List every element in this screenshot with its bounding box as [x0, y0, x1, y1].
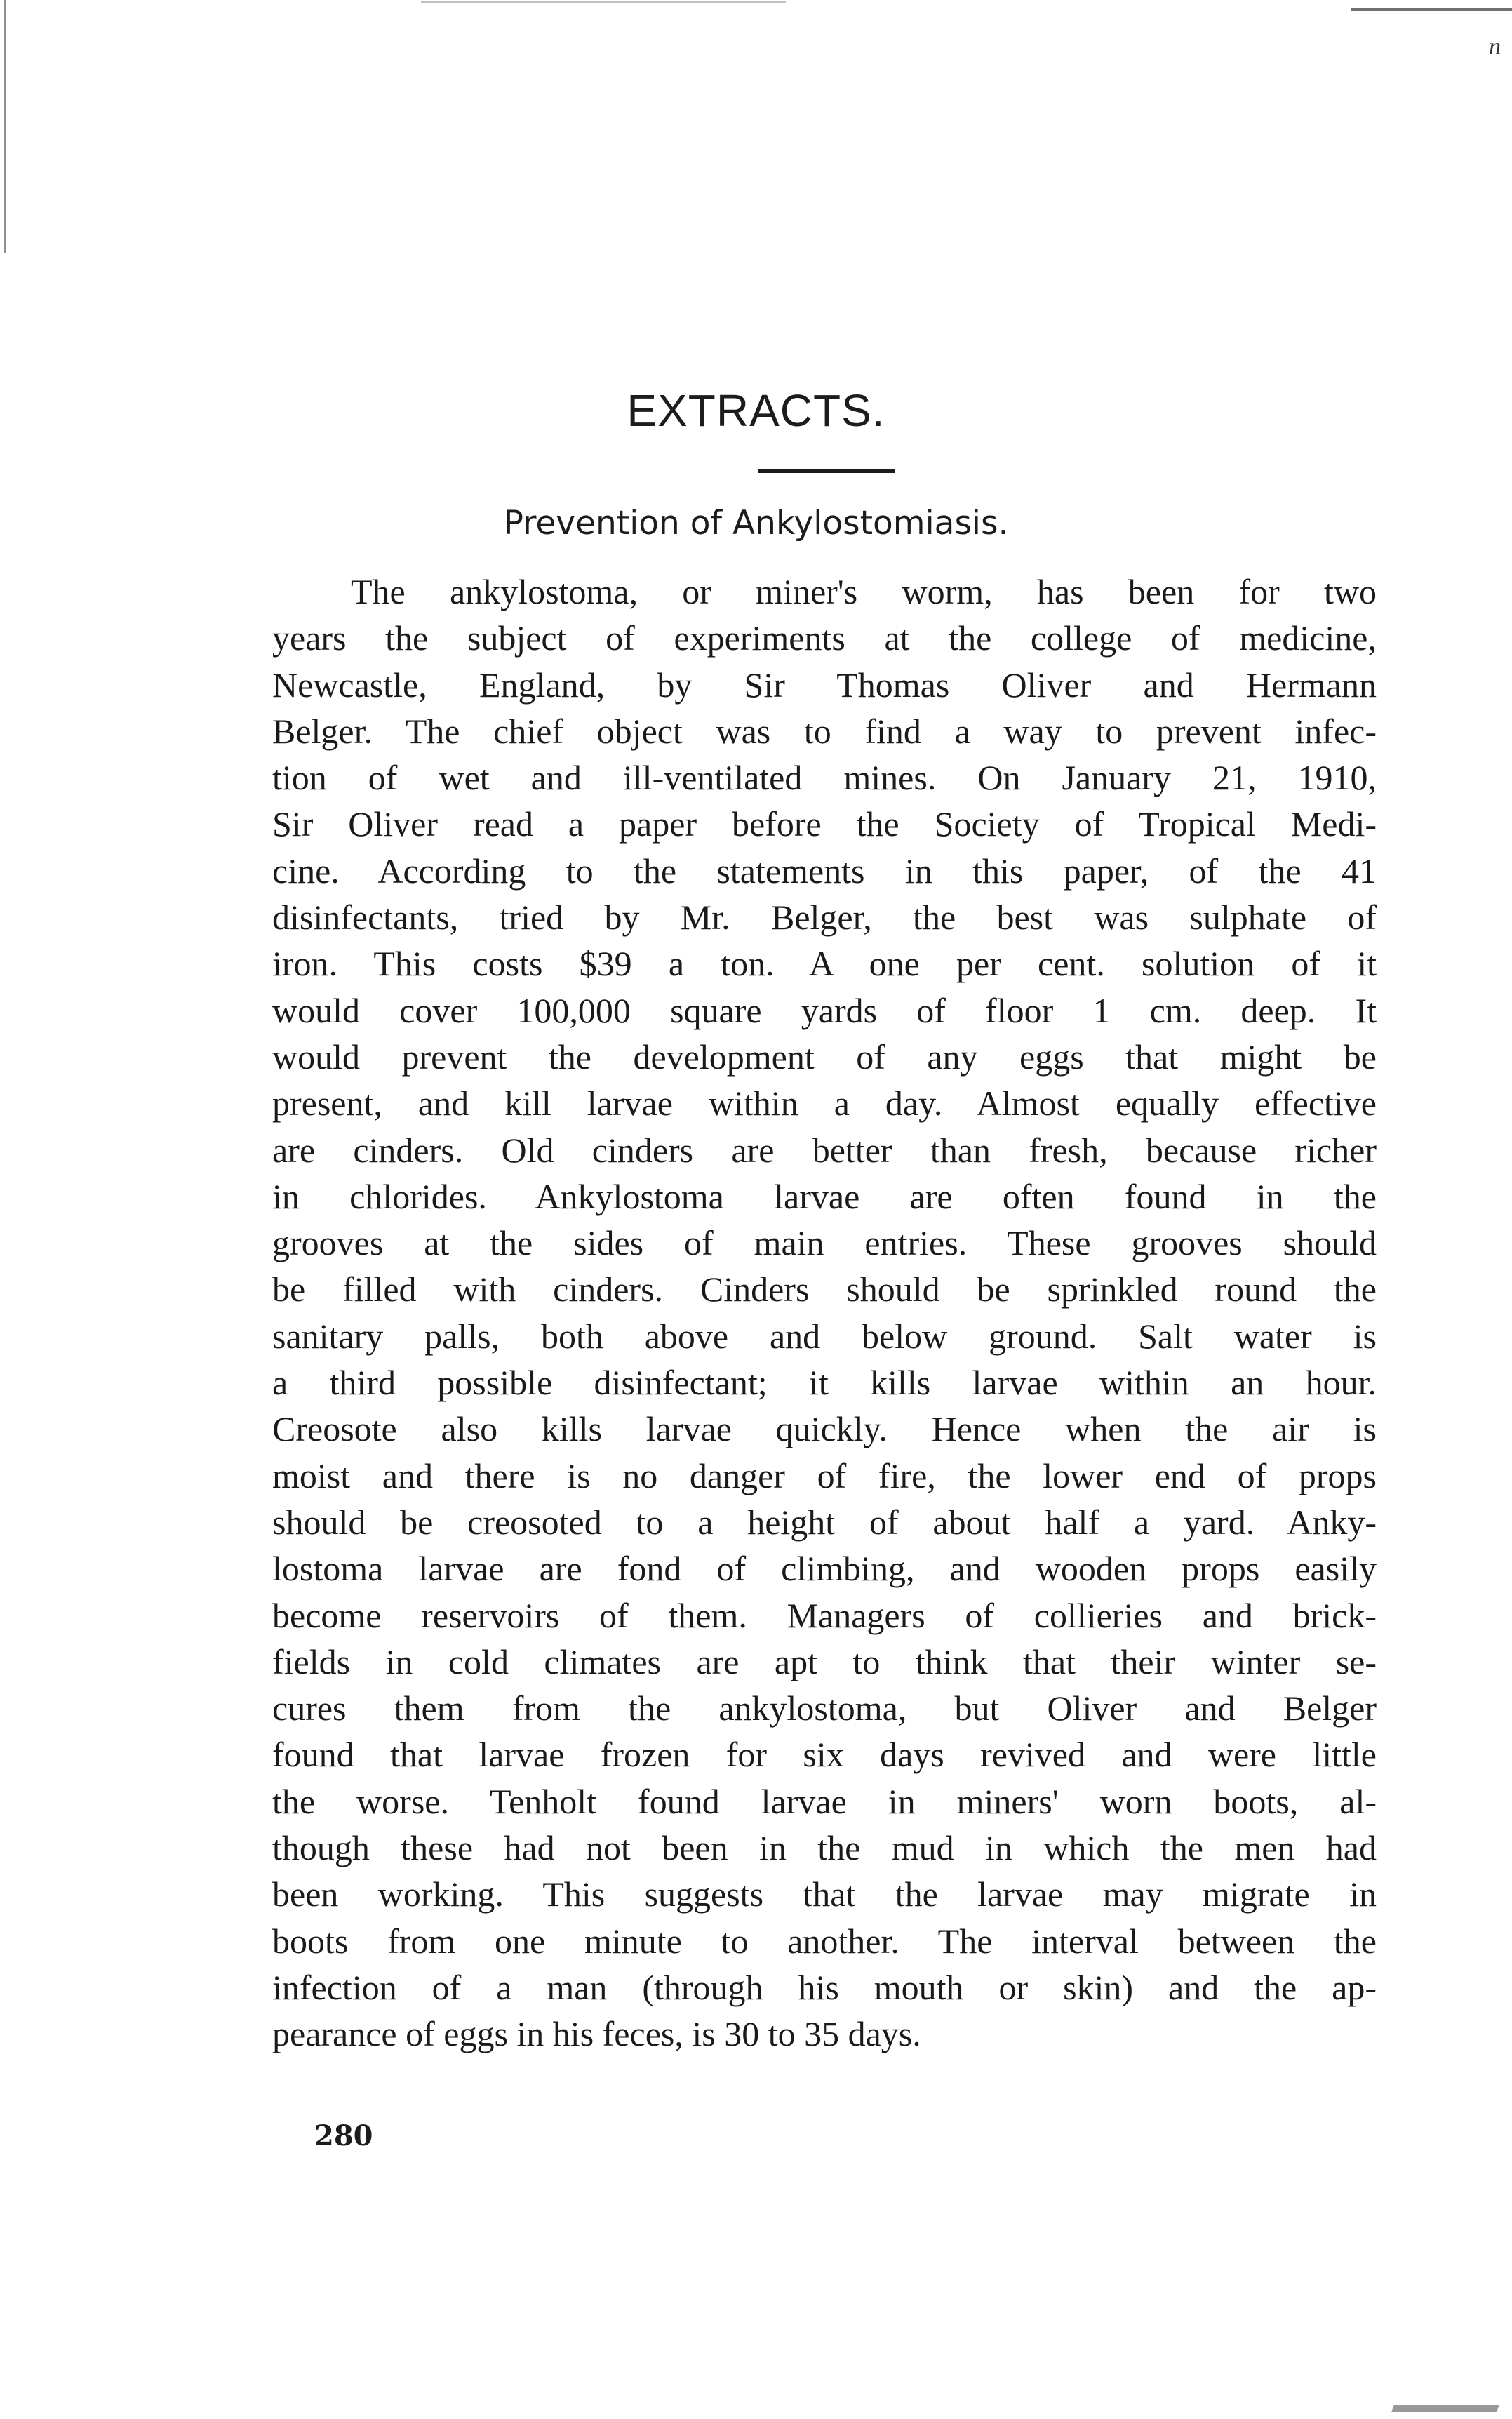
corner-mark: n — [1489, 34, 1501, 60]
text-line: infection of a man (through his mouth or skin) and the ap- — [272, 1967, 1377, 2007]
text-line: present, and kill larvae within a day. Almost equally effective — [272, 1084, 1377, 1124]
text-line: Sir Oliver read a paper before the Society of Tropical Medi- — [272, 804, 1377, 844]
text-line: been working. This suggests that the larvae may migrate in — [272, 1874, 1377, 1914]
text-line: pearance of eggs in his feces, is 30 to 35 days. — [272, 2014, 921, 2054]
text-line: iron. This costs $39 a ton. A one per cent. solution of it — [272, 944, 1377, 984]
article-body — [272, 568, 1377, 2058]
text-line: Newcastle, England, by Sir Thomas Oliver and Hermann — [272, 665, 1377, 705]
text-line: years the subject of experiments at the college of medicine, — [272, 618, 1377, 658]
text-line: would cover 100,000 square yards of floor 1 cm. deep. It — [272, 990, 1377, 1030]
text-line: are cinders. Old cinders are better than fresh, because richer — [272, 1130, 1377, 1170]
text-line: in chlorides. Ankylostoma larvae are often found in the — [272, 1176, 1377, 1216]
text-line: grooves at the sides of main entries. These grooves should — [272, 1223, 1377, 1263]
text-line: Creosote also kills larvae quickly. Hence when the air is — [272, 1409, 1377, 1449]
text-line: become reservoirs of them. Managers of collieries and brick- — [272, 1595, 1377, 1635]
section-heading: EXTRACTS. — [627, 385, 885, 436]
scan-edge-mark — [421, 1, 786, 3]
text-line: though these had not been in the mud in which the men had — [272, 1828, 1377, 1868]
text-line: a third possible disinfectant; it kills larvae within an hour. — [272, 1363, 1377, 1403]
text-line: boots from one minute to another. The interval between the — [272, 1921, 1377, 1961]
text-line: should be creosoted to a height of about half a yard. Anky- — [272, 1502, 1377, 1542]
scan-edge-mark — [1351, 8, 1512, 11]
text-line: found that larvae frozen for six days revived and were little — [272, 1735, 1377, 1775]
text-line: Belger. The chief object was to find a way to prevent infec- — [272, 711, 1377, 751]
text-line: cine. According to the statements in this paper, of the 41 — [272, 851, 1377, 891]
text-line: disinfectants, tried by Mr. Belger, the best was sulphate of — [272, 898, 1377, 938]
scan-edge-mark — [1391, 2405, 1499, 2412]
text-line: be filled with cinders. Cinders should be sprinkled round the — [272, 1270, 1377, 1310]
text-line: the worse. Tenholt found larvae in miners' worn boots, al- — [272, 1781, 1377, 1821]
heading-rule — [758, 469, 895, 473]
text-line: cures them from the ankylostoma, but Oliver and Belger — [272, 1688, 1377, 1728]
text-line: lostoma larvae are fond of climbing, and wooden props easily — [272, 1549, 1377, 1589]
text-line: would prevent the development of any eggs that might be — [272, 1037, 1377, 1077]
text-line: sanitary palls, both above and below ground. Salt water is — [272, 1316, 1377, 1356]
article-title: Prevention of Ankylostomiasis. — [503, 504, 1009, 542]
text-line: fields in cold climates are apt to think that their winter se- — [272, 1641, 1377, 1681]
text-line: tion of wet and ill-ventilated mines. On January 21, 1910, — [272, 758, 1377, 798]
text-line: The ankylostoma, or miner's worm, has been for two — [351, 572, 1377, 611]
scan-edge-mark — [4, 0, 6, 253]
text-line: moist and there is no danger of fire, the lower end of props — [272, 1455, 1377, 1495]
page-number: 280 — [314, 2119, 373, 2152]
